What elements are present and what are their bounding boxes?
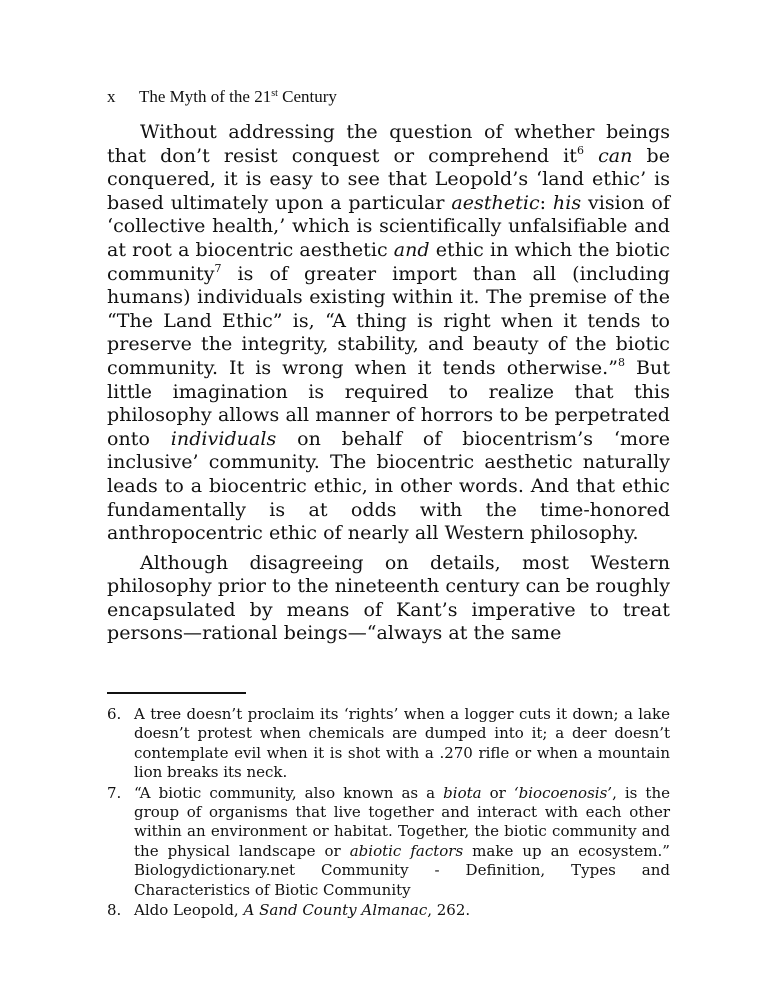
paragraph-2: Although disagreeing on details, most Western philosophy prior to the nineteenth century can be roughly encapsulated by means of Kant’s imperative to treat persons—rational beings—“always at the same (107, 551, 670, 645)
footnote-divider (107, 692, 246, 694)
footnote-number: 7. (107, 783, 122, 802)
footnote-number: 6. (107, 705, 122, 723)
footnote-text: “A biotic community, also known as a biota or ‘biocoenosis’, is the group of organisms that live together and interact with each other within an environment or habitat. Together, the biotic community and the physical landscape or abiotic factors make up an ecosystem.” Biologydictionary.net Community - Definition, Types and Characteristics of Biotic Community (134, 783, 670, 899)
footnote-ref-6: 6 (576, 143, 585, 157)
page-number: x (107, 87, 116, 106)
footnote-8 (107, 901, 670, 920)
book-title: The Myth of the 21st Century (139, 87, 337, 106)
footnote-text: Aldo Leopold, A Sand County Almanac, 262. (134, 901, 471, 920)
footnote-7 (107, 784, 670, 900)
footnote-6 (107, 705, 670, 783)
footnotes (107, 705, 670, 920)
footnote-number: 8. (107, 901, 122, 920)
footnote-ref-7: 7 (214, 261, 222, 275)
body-text (107, 121, 670, 646)
running-head (107, 87, 337, 107)
footnote-ref-8: 8 (617, 355, 626, 369)
footnote-text: A tree doesn’t proclaim its ‘rights’ when a logger cuts it down; a lake doesn’t protest when chemicals are dumped into it; a deer doesn’t contemplate evil when it is shot with a .270 rifle or when a mountain lion breaks its neck. (134, 705, 670, 782)
paragraph-1: Without addressing the question of whether beings that don’t resist conquest or comprehend $it^6$ can be conquered, it is easy to see that Leopold’s ‘land ethic’ is based ultimately upon a particular aesthetic: his vision of ‘collective health,’ which is scientifically unfalsifiable and at root a biocentric aesthetic and ethic in which the biotic community$^7$ is of greater import than all (including humans) individuals existing within it. The premise of the “The Land Ethic” is, “A thing is right when it tends to preserve the integrity, stability, and beauty of the biotic community. It is wrong when it tends otherwise.”$^8$ But little imagination is required to realize that this philosophy allows all manner of horrors to be perpetrated onto individuals on behalf of biocentrism’s ‘more inclusive’ community. The biocentric aesthetic naturally leads to a biocentric ethic, in other words. And that ethic fundamentally is at odds with the time-honored anthropocentric ethic of nearly all Western philosophy. (107, 121, 670, 545)
